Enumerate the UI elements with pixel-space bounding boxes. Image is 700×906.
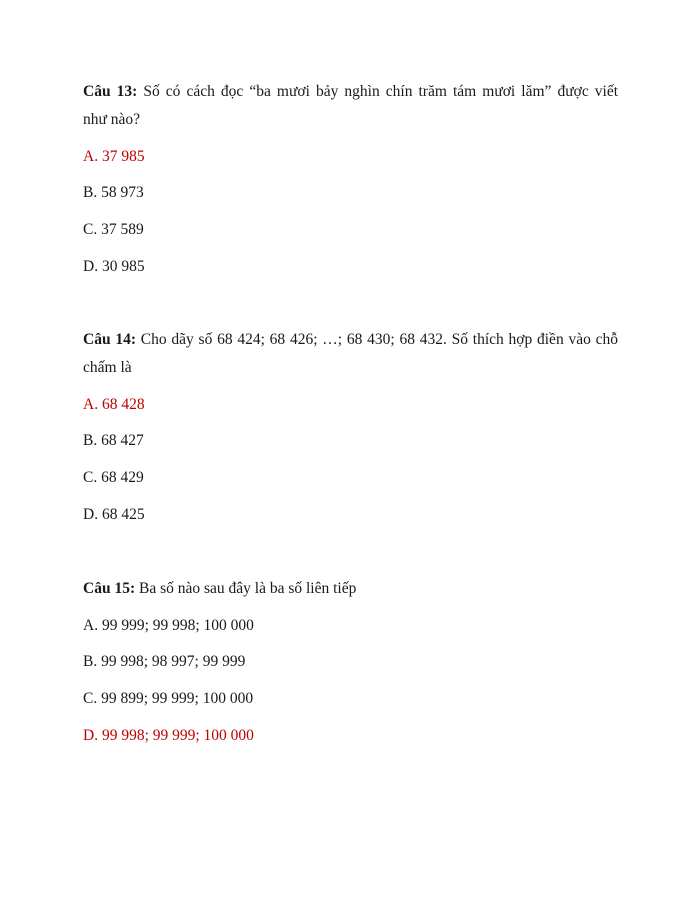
question-15-option-b: B. 99 998; 98 997; 99 999 xyxy=(83,653,246,670)
question-14-option-c: C. 68 429 xyxy=(83,469,144,486)
question-15-text: Ba số nào sau đây là ba số liên tiếp xyxy=(135,580,357,597)
question-15-option-a: A. 99 999; 99 998; 100 000 xyxy=(83,617,254,634)
question-14-option-d: D. 68 425 xyxy=(83,506,145,523)
question-15-label: Câu 15: xyxy=(83,580,136,597)
question-13-option-c: C. 37 589 xyxy=(83,221,144,238)
question-14-stem-line1 xyxy=(83,330,618,350)
question-14-text: Cho dãy số 68 424; 68 426; …; 68 430; 68 432. Số thích hợp điền vào chỗ xyxy=(136,331,618,348)
question-14-label: Câu 14: xyxy=(83,331,136,348)
question-13-option-d: D. 30 985 xyxy=(83,258,145,275)
question-13-option-b: B. 58 973 xyxy=(83,184,144,201)
question-13-label: Câu 13: xyxy=(83,83,138,100)
question-15-option-c: C. 99 899; 99 999; 100 000 xyxy=(83,690,254,707)
question-13-stem-line2: như nào? xyxy=(83,111,141,128)
question-14-option-a: A. 68 428 xyxy=(83,396,145,413)
question-15-option-d: D. 99 998; 99 999; 100 000 xyxy=(83,727,254,744)
question-13-stem-line1 xyxy=(83,82,618,102)
question-13-text: Số có cách đọc “ba mươi bảy nghìn chín trăm tám mươi lăm” được viết xyxy=(137,83,618,100)
question-14-stem-line2: chấm là xyxy=(83,359,132,376)
question-15-stem-line1 xyxy=(83,579,356,599)
question-14-option-b: B. 68 427 xyxy=(83,432,144,449)
question-13-option-a: A. 37 985 xyxy=(83,148,145,165)
